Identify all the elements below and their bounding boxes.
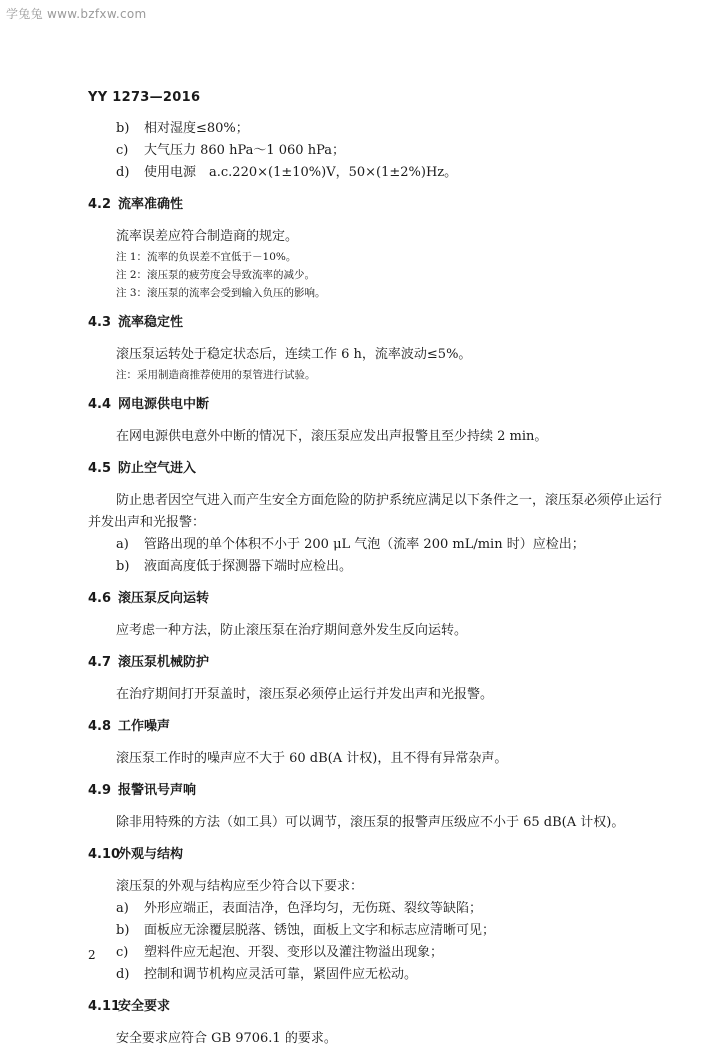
- section-4-11-title: 4.11安全要求: [88, 999, 171, 1014]
- section-4-10-item-b: b) 面板应无涂覆层脱落、锈蚀，面板上文字和标志应清晰可见；: [116, 923, 496, 938]
- section-4-10-title: 4.10外观与结构: [88, 847, 184, 862]
- section-4-9-body: 除非用特殊的方法（如工具）可以调节，滚压泵的报警声压级应不小于 65 dB(A 计权)。: [116, 815, 625, 830]
- section-4-3-title: 4.3 流率稳定性: [88, 315, 184, 330]
- section-4-10-item-a: a) 外形应端正，表面洁净，色泽均匀，无伤斑、裂纹等缺陷；: [116, 901, 483, 916]
- section-4-10-item-d: d) 控制和调节机构应灵活可靠，紧固件应无松动。: [116, 967, 418, 982]
- section-4-5-body-line-1: 防止患者因空气进入而产生安全方面危险的防护系统应满足以下条件之一，滚压泵必须停止运行: [116, 493, 663, 508]
- section-4-5-body-line-2: 并发出声和光报警：: [88, 515, 206, 530]
- section-4-4-body: 在网电源供电意外中断的情况下，滚压泵应发出声报警且至少持续 2 min。: [116, 429, 548, 444]
- list-item-c: c) 大气压力 860 hPa～1 060 hPa；: [116, 143, 345, 158]
- section-4-4-title: 4.4 网电源供电中断: [88, 397, 210, 412]
- list-item-b: b) 相对湿度≤80%；: [116, 121, 249, 136]
- section-4-5-title: 4.5 防止空气进入: [88, 461, 197, 476]
- section-4-3-note: 注：采用制造商推荐使用的泵管进行试验。: [116, 369, 316, 381]
- section-4-2-note-2: 注 2：滚压泵的疲劳度会导致流率的减少。: [116, 269, 316, 281]
- section-4-2-body: 流率误差应符合制造商的规定。: [116, 229, 299, 244]
- section-4-5-item-b: b) 液面高度低于探测器下端时应检出。: [116, 559, 353, 574]
- section-4-11-body: 安全要求应符合 GB 9706.1 的要求。: [116, 1031, 337, 1046]
- section-4-2-title: 4.2 流率准确性: [88, 197, 184, 212]
- watermark: 学兔兔 www.bzfxw.com: [6, 7, 147, 21]
- section-4-2-note-3: 注 3：滚压泵的流率会受到输入负压的影响。: [116, 287, 326, 299]
- section-4-2-note-1: 注 1：流率的负误差不宜低于－10%。: [116, 251, 297, 263]
- list-item-d: d) 使用电源 a.c.220×(1±10%)V，50×(1±2%)Hz。: [116, 165, 458, 180]
- section-4-8-body: 滚压泵工作时的噪声应不大于 60 dB(A 计权)，且不得有异常杂声。: [116, 751, 508, 766]
- section-4-8-title: 4.8 工作噪声: [88, 719, 171, 734]
- section-4-9-title: 4.9 报警讯号声响: [88, 783, 197, 798]
- section-4-7-title: 4.7 滚压泵机械防护: [88, 655, 210, 670]
- section-4-6-title: 4.6 滚压泵反向运转: [88, 591, 210, 606]
- section-4-7-body: 在治疗期间打开泵盖时，滚压泵必须停止运行并发出声和光报警。: [116, 687, 494, 702]
- section-4-6-body: 应考虑一种方法，防止滚压泵在治疗期间意外发生反向运转。: [116, 623, 468, 638]
- page-number: 2: [88, 948, 96, 962]
- document-header: YY 1273—2016: [88, 90, 201, 105]
- section-4-5-item-a: a) 管路出现的单个体积不小于 200 μL 气泡（流率 200 mL/min 时）应检出；: [116, 537, 585, 552]
- section-4-10-item-c: c) 塑料件应无起泡、开裂、变形以及灌注物溢出现象；: [116, 945, 444, 960]
- section-4-10-body: 滚压泵的外观与结构应至少符合以下要求：: [116, 879, 364, 894]
- section-4-3-body: 滚压泵运转处于稳定状态后，连续工作 6 h，流率波动≤5%。: [116, 347, 472, 362]
- document-body: [88, 118, 663, 1050]
